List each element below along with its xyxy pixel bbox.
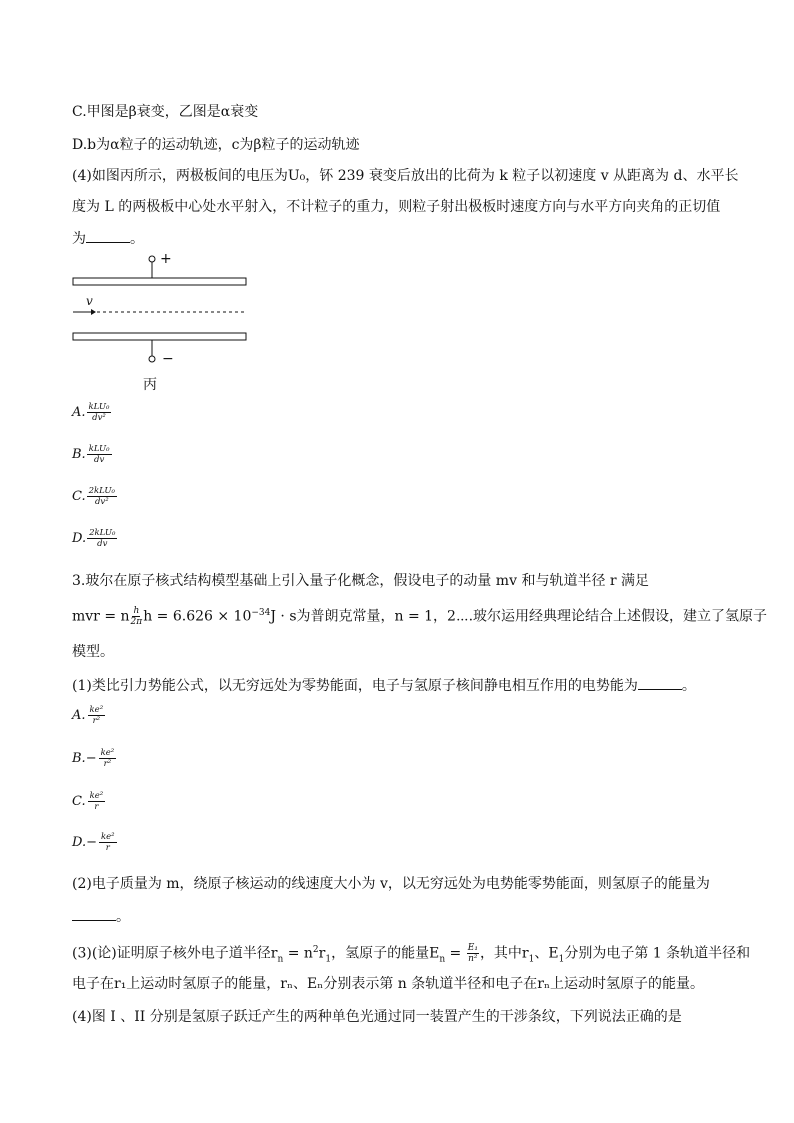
q3-part4: (4)图 I 、II 分别是氢原子跃迁产生的两种单色光通过同一装置产生的干涉条纹，下列说法正确的是 [72, 1009, 682, 1025]
q4-option-b[interactable]: B. $\frac{\text{kLU₀}}{dv}$ [72, 444, 110, 465]
q3-text-line2: mvr = n $\frac{h}{2\pi}$ $h = 6.626 \times 10^{-34}J \cdot s$为普朗克常量，n = 1，2⋯.玻尔运用经典理论结合上述假设，建立了氢原子 [72, 605, 768, 627]
q3-option-b[interactable]: B. − $\frac{\text{ke²}}{\text{r²}}$ [72, 748, 115, 769]
q3-option-a[interactable]: A. $\frac{\text{ke²}}{\text{r²}}$ [72, 705, 104, 726]
bottom-terminal [149, 356, 155, 362]
q3-part3: (3)(论)证明原子核外电子道半径$r_n = n^2r_1$，氢原子的能量$E_n$ = $\frac{\text{E₁}}{\text{n²}}$ ，其中$r_1$、$E_1$分别为电子第 1 条轨道半径和 [72, 942, 751, 965]
answer-blank [86, 228, 130, 243]
option-c-line: C.甲图是β衰变，乙图是α衰变 [72, 104, 259, 120]
fraction: $\frac{\text{ke²}}{r}$ [101, 832, 115, 853]
q3-part3-line2: 电子在r₁上运动时氢原子的能量，rₙ、Eₙ分别表示第 n 条轨道半径和电子在rₙ上运动时氢原子的能量。 [72, 976, 704, 992]
velocity-label: v [86, 294, 93, 308]
fraction-e: $\frac{\text{E₁}}{\text{n²}}$ [467, 942, 478, 964]
fraction: $\frac{\text{ke²}}{\text{r²}}$ [100, 748, 115, 769]
q4-option-c[interactable]: C. $\frac{\text{2kLU₀}}{\text{dv²}}$ [72, 486, 115, 507]
fraction: $\frac{\text{kLU₀}}{\text{dv²}}$ [88, 402, 110, 423]
q4-text: 为 [72, 231, 86, 247]
option-d-line: D.b为α粒子的运动轨迹，c为β粒子的运动轨迹 [72, 137, 360, 153]
fraction: $\frac{\text{2kLU₀}}{\text{dv²}}$ [88, 486, 115, 507]
q3-part2: (2)电子质量为 m，绕原子核运动的线速度大小为 v，以无穷远处为电势能零势能面，则氢原子的能量为 [72, 876, 710, 892]
q4-end: 。 [130, 231, 144, 247]
q3-text-line1: 3.玻尔在原子核式结构模型基础上引入量子化概念，假设电子的动量 mv 和与轨道半径 r 满足 [72, 573, 650, 589]
top-terminal [149, 256, 155, 262]
capacitor-diagram [64, 250, 264, 400]
diagram-label: 丙 [143, 377, 157, 393]
fraction: $\frac{\text{2kLU₀}}{dv}$ [89, 528, 116, 549]
q3-text-line3: 模型。 [72, 644, 114, 660]
q3-option-c[interactable]: C. $\frac{\text{ke²}}{r}$ [72, 791, 104, 812]
fraction: $\frac{\text{ke²}}{\text{r²}}$ [89, 705, 104, 726]
q4-text-line1: (4)如图丙所示，两极板间的电压为U₀，钚 239 衰变后放出的比荷为 k 粒子以初速度 v 从距离为 d、水平长 [72, 168, 739, 184]
q3-option-d[interactable]: D. − $\frac{\text{ke²}}{r}$ [72, 832, 115, 853]
fraction: $\frac{\text{ke²}}{r}$ [89, 791, 104, 812]
q4-option-a[interactable]: A. $\frac{\text{kLU₀}}{\text{dv²}}$ [72, 402, 110, 423]
q3-part1: (1)类比引力势能公式，以无穷远处为零势能面，电子与氢原子核间静电相互作用的电势能为 。 [72, 675, 696, 696]
bottom-plate [73, 333, 246, 340]
q3-part2-blank: 。 [72, 906, 130, 927]
answer-blank [72, 906, 116, 921]
answer-blank [638, 675, 682, 690]
q4-text-line3 [72, 228, 144, 249]
arrow-head [91, 309, 96, 315]
top-plate [73, 278, 246, 285]
plus-sign: + [160, 251, 172, 267]
q4-text-line2: 度为 L 的两极板中心处水平射入，不计粒子的重力，则粒子射出极板时速度方向与水平方向夹角的正切值 [72, 199, 721, 215]
q4-option-d[interactable]: D. $\frac{\text{2kLU₀}}{dv}$ [72, 528, 116, 549]
minus-sign: − [162, 351, 174, 367]
fraction-h: $\frac{h}{2\pi}$ [130, 605, 143, 627]
fraction: $\frac{\text{kLU₀}}{dv}$ [88, 444, 110, 465]
